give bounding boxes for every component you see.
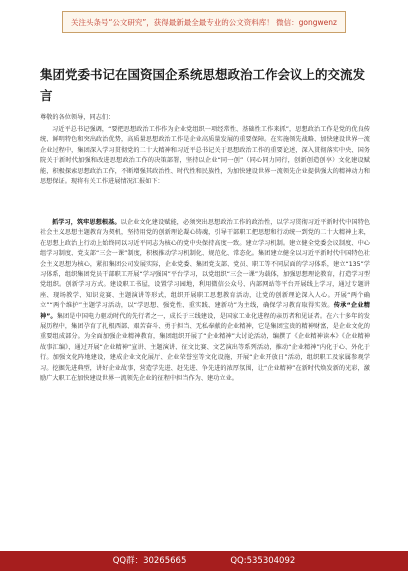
document-title: 集团党委书记在国资国企系统思想政治工作会议上的交流发言: [40, 67, 366, 103]
paragraph-body-spirit: 集团是中国电力驱动时代的先行者之一，成长于三线建设，是国家工业化进程的亲历者和见证者。在六十多年的发展历程中，集团孕育了扎根西部、艰苦奋斗、勇于担当、无私奉献的企业精神，它是集团宝贵的精神财富，是企业文化的重要组成部分。为全面加强企业精神教育，集团组织开展了“企业精神”大讨论活动，编撰了《企业精神读本》《企业精神故事汇编》，通过开展“企业精神”宣讲、主题演讲、征文比赛、文艺演出等系列活动，推动“企业精神”内化于心、外化于行。加强文化阵地建设，建成企业文化展厅、企业荣誉室等文化设施，开展“企业开放日”活动，组织职工及家属参观学习。挖掘先进典型，讲好企业故事，营造学先进、赶先进、争先进的浓厚氛围，让“企业精神”在新时代焕发新的光彩，激励广大职工在加快建设世界一流领先企业的征程中担当作为、建功立业。: [40, 312, 370, 383]
footer-qq-group[interactable]: QQ群：30265665: [112, 556, 187, 566]
promo-banner[interactable]: 关注头条号“公文研究”，获得最新最全最专业的公文资料库！ 微信：gongwenz: [62, 11, 346, 33]
paragraph-body: 以企业文化建设赋能，必须突出思想政治工作的政治性，以学习贯彻习近平新时代中国特色社会主义思想主题教育为契机，坚持用党的创新理论凝心铸魂，引导干部职工把思想和行动统一到党的二十大精神上来，在思想上政治上行动上始终同以习近平同志为核心的党中央保持高度一致。建立学习机制。建立健全党委会议制度、中心组学习制度、党支部“三会一课”制度，积极推动学习机制化、规范化、常态化。集团建立健全以习近平新时代中国特色社会主义思想为核心，紧扣集团公司发展实际，企业党委、集团党支部、党员、职工等不同层面的学习体系，建立“135”学习体系，组织集团党员干部职工开展“学习强国”平台学习，以党组织“三会一课”为载体，加强思想理论教育，打造学习型党组织。创新学习方式。建设职工书屋，设置学习园地，利用微信公众号、内部网站等平台开展线上学习，通过专题讲座、现场教学、知识竞赛、主题演讲等形式，组织开展职工思想教育活动，让党的创新理论深入人心。开展“两个确立”“两个维护”主题学习活动，以“学思想、强党性、重实践、建新功”为主线，确保学习教育取得实效。: [40, 219, 370, 310]
paragraph-study: [40, 218, 370, 546]
paragraph-lead: 抓学习，筑牢思想根基。: [52, 219, 121, 226]
footer-qq[interactable]: QQ:535304092: [230, 556, 296, 566]
salutation: 尊敬的各位领导，同志们：: [40, 114, 115, 121]
footer-bar: [0, 551, 408, 571]
paragraph-intro: 习近平总书记强调，“要把思想政治工作作为企业党组织一项经常性、基础性工作来抓”，思想政治工作是党的优良传统、鲜明特色和突出政治优势，高质量思想政治工作是企业高质量发展的重要保障。在实施领先战略、加快建设世界一流企业过程中，集团深入学习贯彻党的二十大精神和习近平总书记关于思想政治工作的重要论述，深入贯彻落实中央、国务院关于新时代加强和改进思想政治工作的决策部署，坚持以企业“同一创”（同心同力同行，创新创造创享）文化建设赋能，积极探索思想政治工作，不断增强其政治性、时代性和民族性，为加快建设世界一流领先企业提供强大的精神动力和思想保证。现将有关工作进展情况汇报如下：: [40, 126, 370, 186]
paragraph-lead-spirit: 传承“企业精神”。: [40, 302, 370, 320]
